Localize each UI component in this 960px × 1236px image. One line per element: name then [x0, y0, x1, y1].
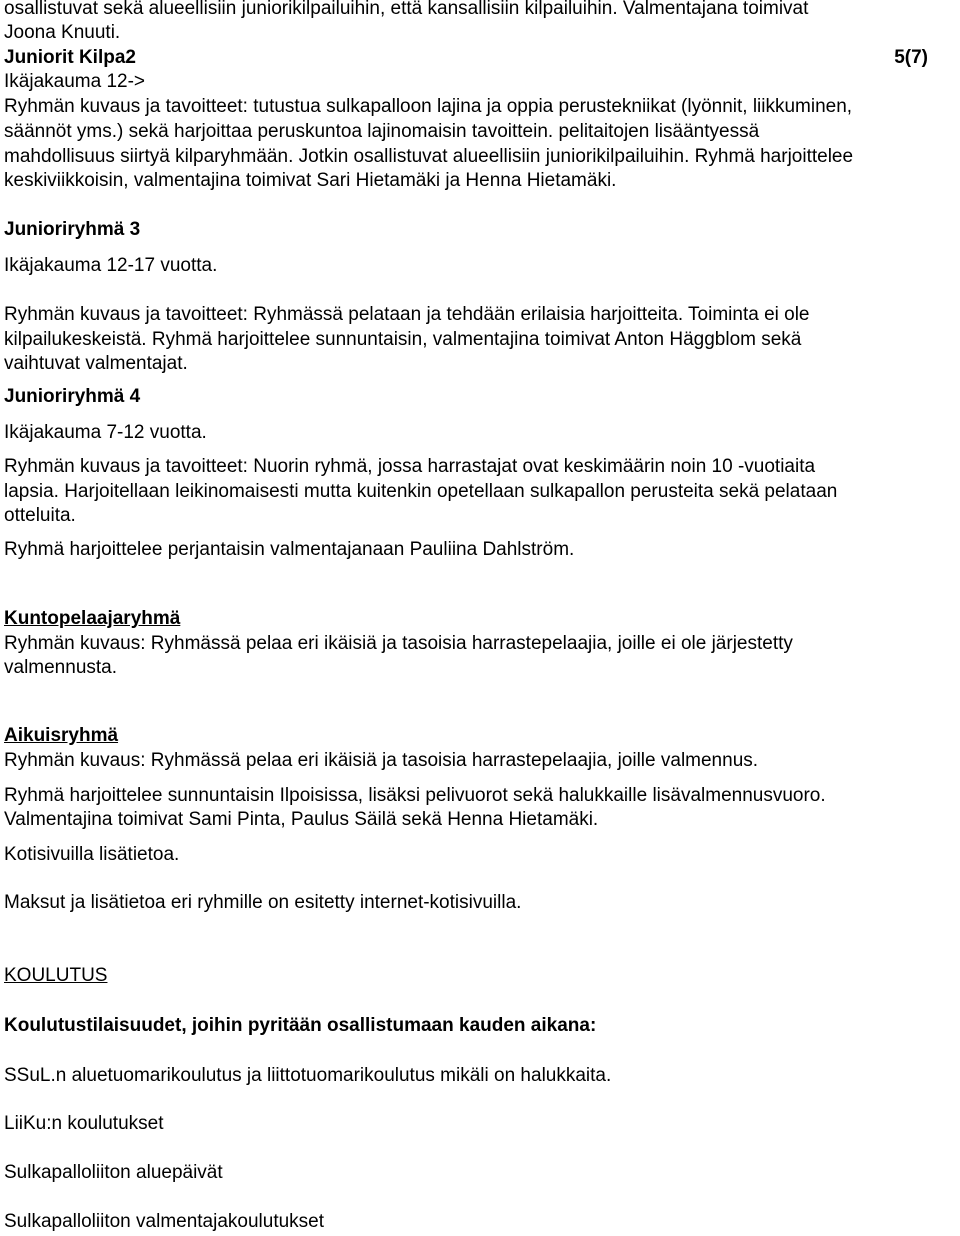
paragraph-line: Ryhmä harjoittelee perjantaisin valmentajanaan Pauliina Dahlström. [4, 539, 575, 560]
paragraph-line: Ryhmän kuvaus ja tavoitteet: Ryhmässä pelataan ja tehdään erilaisia harjoitteita. Toiminta ei ole [4, 304, 810, 325]
subheading-koulutustilaisuudet: Koulutustilaisuudet, joihin pyritään osallistumaan kauden aikana: [4, 1015, 597, 1036]
training-item: SSuL.n aluetuomarikoulutus ja liittotuomarikoulutus mikäli on halukkaita. [4, 1065, 612, 1086]
paragraph-line: Ryhmän kuvaus ja tavoitteet: Nuorin ryhmä, jossa harrastajat ovat keskimäärin noin 10 -vuotiaita [4, 456, 816, 477]
paragraph-line: kilpailukeskeistä. Ryhmä harjoittelee sunnuntaisin, valmentajina toimivat Anton Häggblom sekä [4, 329, 802, 350]
paragraph-line: Ryhmän kuvaus: Ryhmässä pelaa eri ikäisiä ja tasoisia harrastepelaajia, joille ei ole järjestetty [4, 633, 793, 654]
paragraph-line: Ryhmän kuvaus: Ryhmässä pelaa eri ikäisiä ja tasoisia harrastepelaajia, joille valmennus. [4, 750, 759, 771]
age-range: Ikäjakauma 12-> [4, 71, 145, 92]
section-heading-kuntopelaajaryhma: Kuntopelaajaryhmä [4, 608, 181, 629]
paragraph-line: otteluita. [4, 505, 76, 526]
paragraph-line: keskiviikkoisin, valmentajina toimivat Sari Hietamäki ja Henna Hietamäki. [4, 170, 617, 191]
training-item: Sulkapalloliiton valmentajakoulutukset [4, 1211, 325, 1232]
paragraph-line: vaihtuvat valmentajat. [4, 353, 188, 374]
section-heading-juniorit-kilpa2: Juniorit Kilpa2 [4, 47, 136, 68]
page-number: 5(7) [894, 47, 928, 68]
paragraph-line: Valmentajina toimivat Sami Pinta, Paulus Säilä sekä Henna Hietamäki. [4, 809, 599, 830]
age-range: Ikäjakauma 7-12 vuotta. [4, 422, 207, 443]
section-heading-aikuisryhma: Aikuisryhmä [4, 725, 119, 746]
paragraph-line: osallistuvat sekä alueellisiin juniorikilpailuihin, että kansallisiin kilpailuihin. Valmentajana toimivat [4, 0, 809, 19]
paragraph-line: säännöt yms.) sekä harjoittaa peruskuntoa lajinomaisin tavoittein. pelitaitojen lisääntyessä [4, 121, 760, 142]
paragraph-line: Ryhmän kuvaus ja tavoitteet: tutustua sulkapalloon lajina ja oppia perustekniikat (lyönnit, liikkuminen, [4, 96, 853, 117]
training-item: Sulkapalloliiton aluepäivät [4, 1162, 223, 1183]
paragraph-line: mahdollisuus siirtyä kilparyhmään. Jotkin osallistuvat alueellisiin juniorikilpailuihin. Ryhmä harjoittelee [4, 146, 854, 167]
paragraph-line: Joona Knuuti. [4, 22, 121, 43]
section-heading-junioriryhma-3: Junioriryhmä 3 [4, 219, 141, 240]
age-range: Ikäjakauma 12-17 vuotta. [4, 255, 218, 276]
paragraph-line: Ryhmä harjoittelee sunnuntaisin Ilpoisissa, lisäksi pelivuorot sekä halukkaille lisävalmennusvuoro. [4, 785, 826, 806]
paragraph-line: Maksut ja lisätietoa eri ryhmille on esitetty internet-kotisivuilla. [4, 892, 522, 913]
paragraph-line: lapsia. Harjoitellaan leikinomaisesti mutta kuitenkin opetellaan sulkapallon perusteita sekä pelataan [4, 481, 838, 502]
training-item: LiiKu:n koulutukset [4, 1113, 164, 1134]
paragraph-line: valmennusta. [4, 657, 118, 678]
paragraph-line: Kotisivuilla lisätietoa. [4, 844, 180, 865]
section-heading-junioriryhma-4: Junioriryhmä 4 [4, 386, 141, 407]
section-heading-koulutus: KOULUTUS [4, 965, 108, 986]
